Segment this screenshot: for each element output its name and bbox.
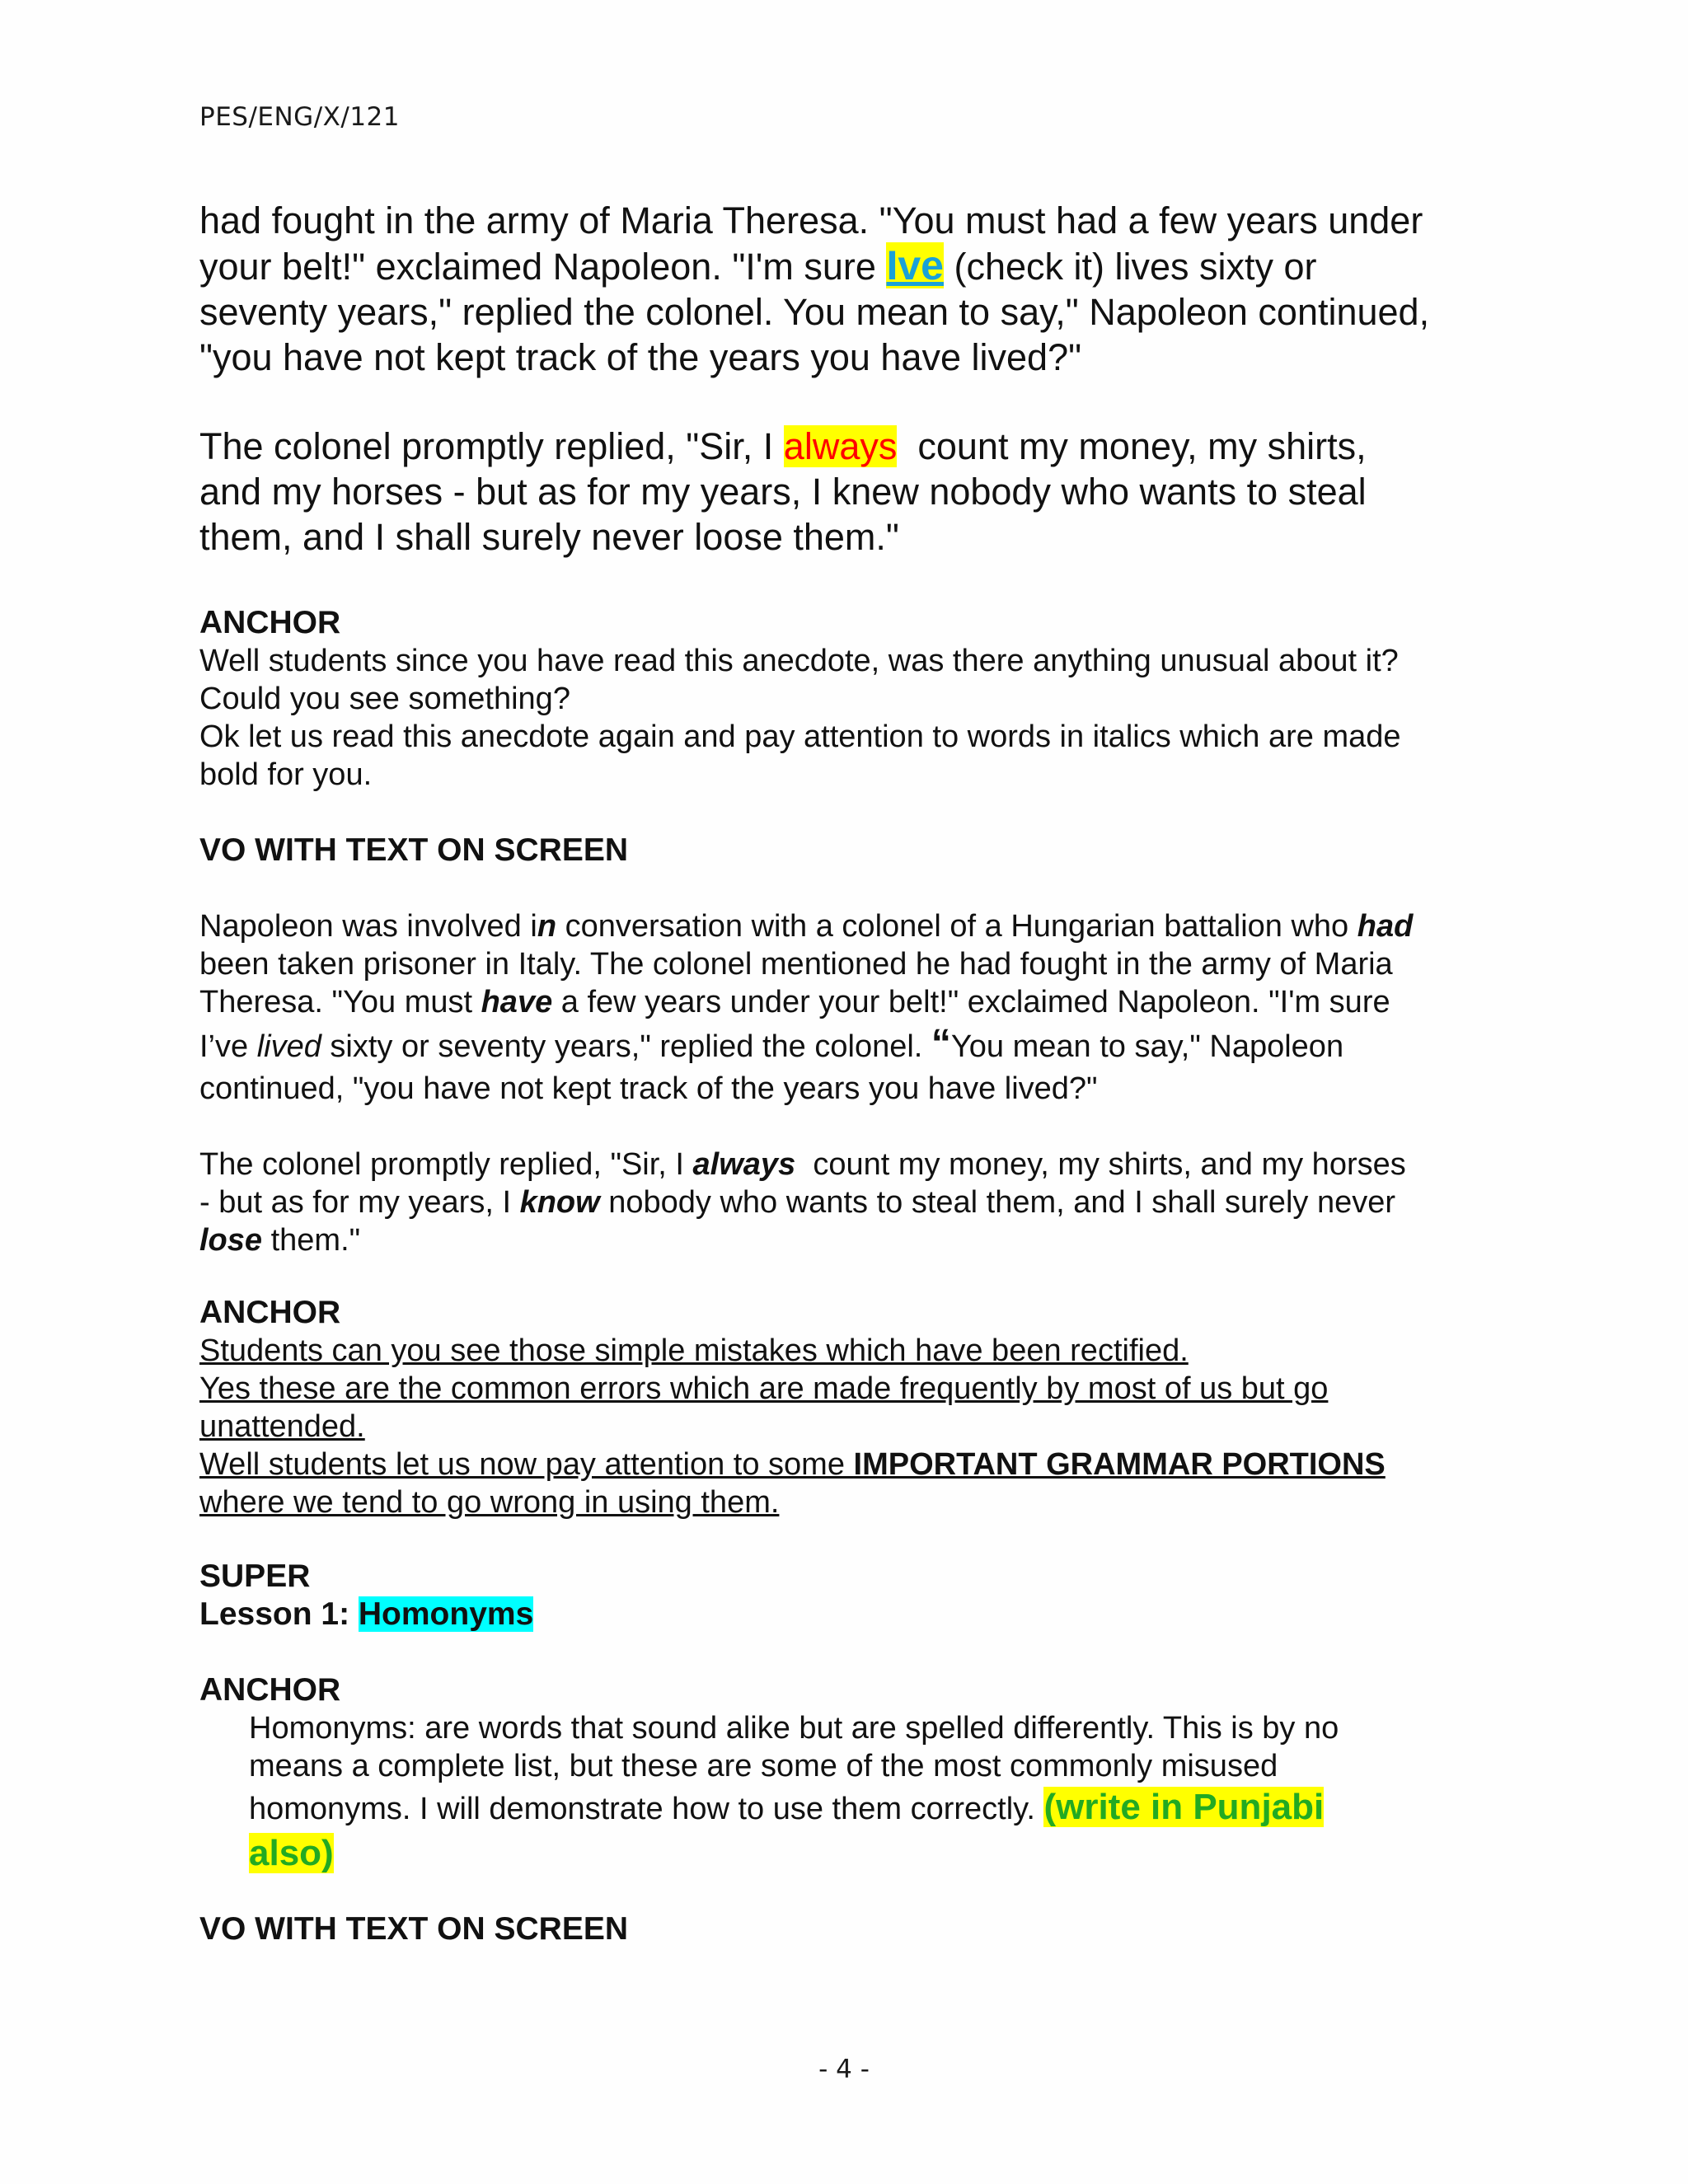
text-line bbox=[199, 243, 1502, 289]
document-code: PES/ENG/X/121 bbox=[199, 102, 400, 132]
text-span: (check it) lives sixty or bbox=[943, 246, 1317, 288]
text-line: Ok let us read this anecdote again and pay attention to words in italics which are made bbox=[199, 719, 1401, 754]
text-line bbox=[199, 1021, 1502, 1070]
text-line: Yes these are the common errors which are made frequently by most of us but go bbox=[199, 1371, 1329, 1406]
lesson-topic: Homonyms bbox=[358, 1596, 534, 1632]
text-span: nobody who wants to steal them, and I shall surely never bbox=[599, 1185, 1395, 1220]
text-line bbox=[199, 983, 1502, 1021]
text-span: - but as for my years, I bbox=[199, 1185, 520, 1220]
anchor-text-1 bbox=[199, 642, 1502, 794]
text-span: homonyms. I will demonstrate how to use them correctly. bbox=[249, 1792, 1044, 1826]
highlighted-word-always: always bbox=[783, 425, 898, 467]
emphasis-text: IMPORTANT GRAMMAR PORTIONS bbox=[853, 1447, 1386, 1482]
section-heading-super: SUPER bbox=[199, 1558, 311, 1594]
text-line bbox=[199, 907, 1502, 945]
text-line: Homonyms: are words that sound alike but are spelled differently. This is by no bbox=[249, 1711, 1339, 1746]
anchor-text-2 bbox=[199, 1332, 1502, 1521]
text-span: your belt!" exclaimed Napoleon. "I'm sure bbox=[199, 246, 887, 288]
corrected-word: n bbox=[537, 909, 557, 944]
punjabi-note: also) bbox=[249, 1833, 334, 1873]
text-line bbox=[199, 424, 1502, 469]
anecdote-paragraph-2 bbox=[199, 424, 1502, 560]
text-span: count my money, my shirts, and my horses bbox=[795, 1147, 1406, 1182]
text-line: seventy years," replied the colonel. You mean to say," Napoleon continued, bbox=[199, 291, 1430, 333]
section-heading-vo: VO WITH TEXT ON SCREEN bbox=[199, 1911, 629, 1947]
text-span: I’ve bbox=[199, 1029, 257, 1064]
text-line: unattended. bbox=[199, 1409, 365, 1444]
text-line bbox=[199, 1446, 1502, 1483]
text-span: The colonel promptly replied, "Sir, I bbox=[199, 1147, 693, 1182]
section-heading-anchor: ANCHOR bbox=[199, 605, 341, 640]
corrected-word: had bbox=[1357, 909, 1414, 944]
text-line: had fought in the army of Maria Theresa. "You must had a few years under bbox=[199, 199, 1423, 241]
text-span: sixty or seventy years," replied the colonel. bbox=[321, 1029, 931, 1064]
anecdote-paragraph-1 bbox=[199, 198, 1502, 380]
punjabi-note: (write in Punjabi bbox=[1043, 1787, 1325, 1827]
anchor-text-3 bbox=[199, 1709, 1502, 1877]
text-line: continued, "you have not kept track of the years you have lived?" bbox=[199, 1071, 1098, 1106]
text-span: count my money, my shirts, bbox=[897, 425, 1367, 467]
lesson-prefix: Lesson 1: bbox=[199, 1596, 359, 1632]
corrected-word: know bbox=[519, 1185, 600, 1220]
text-span: Theresa. "You must bbox=[199, 985, 481, 1019]
text-line bbox=[199, 1146, 1502, 1183]
corrected-paragraph-1 bbox=[199, 907, 1502, 1108]
text-line: Students can you see those simple mistakes which have been rectified. bbox=[199, 1333, 1189, 1368]
corrected-paragraph-2 bbox=[199, 1146, 1502, 1259]
section-heading-anchor: ANCHOR bbox=[199, 1295, 341, 1330]
text-line bbox=[249, 1831, 1502, 1877]
page-number: - 4 - bbox=[818, 2055, 870, 2084]
corrected-word: lived bbox=[256, 1029, 321, 1064]
section-heading-vo: VO WITH TEXT ON SCREEN bbox=[199, 832, 629, 868]
text-line bbox=[199, 1183, 1502, 1221]
corrected-word: lose bbox=[199, 1223, 263, 1258]
text-line: Well students since you have read this anecdote, was there anything unusual about it? bbox=[199, 644, 1399, 678]
text-line: and my horses - but as for my years, I knew nobody who wants to steal bbox=[199, 471, 1367, 513]
corrected-word: always bbox=[692, 1147, 796, 1182]
text-span: conversation with a colonel of a Hungarian battalion who bbox=[556, 909, 1357, 944]
page-content bbox=[199, 198, 1502, 1948]
text-span: You mean to say," Napoleon bbox=[950, 1029, 1344, 1064]
text-line: where we tend to go wrong in using them. bbox=[199, 1485, 780, 1520]
text-span: Napoleon was involved i bbox=[199, 909, 537, 944]
corrected-word: have bbox=[481, 985, 553, 1019]
section-heading-anchor: ANCHOR bbox=[199, 1672, 341, 1708]
highlighted-word-ive: Ive bbox=[886, 242, 944, 288]
text-span: a few years under your belt!" exclaimed Napoleon. "I'm sure bbox=[552, 985, 1390, 1019]
text-line: bold for you. bbox=[199, 757, 373, 792]
text-line: means a complete list, but these are some of the most commonly misused bbox=[249, 1749, 1278, 1783]
text-line bbox=[249, 1785, 1502, 1831]
text-line: "you have not kept track of the years you have lived?" bbox=[199, 336, 1082, 378]
text-line: them, and I shall surely never loose them." bbox=[199, 516, 899, 558]
lesson-title bbox=[199, 1596, 1502, 1633]
text-line: been taken prisoner in Italy. The colonel mentioned he had fought in the army of Maria bbox=[199, 947, 1393, 982]
text-span: Well students let us now pay attention to some bbox=[199, 1447, 854, 1482]
text-line: Could you see something? bbox=[199, 682, 570, 716]
corrected-quote: “ bbox=[931, 1022, 951, 1066]
text-span: them." bbox=[262, 1223, 361, 1258]
text-line bbox=[199, 1221, 1502, 1259]
text-span: The colonel promptly replied, "Sir, I bbox=[199, 425, 784, 467]
